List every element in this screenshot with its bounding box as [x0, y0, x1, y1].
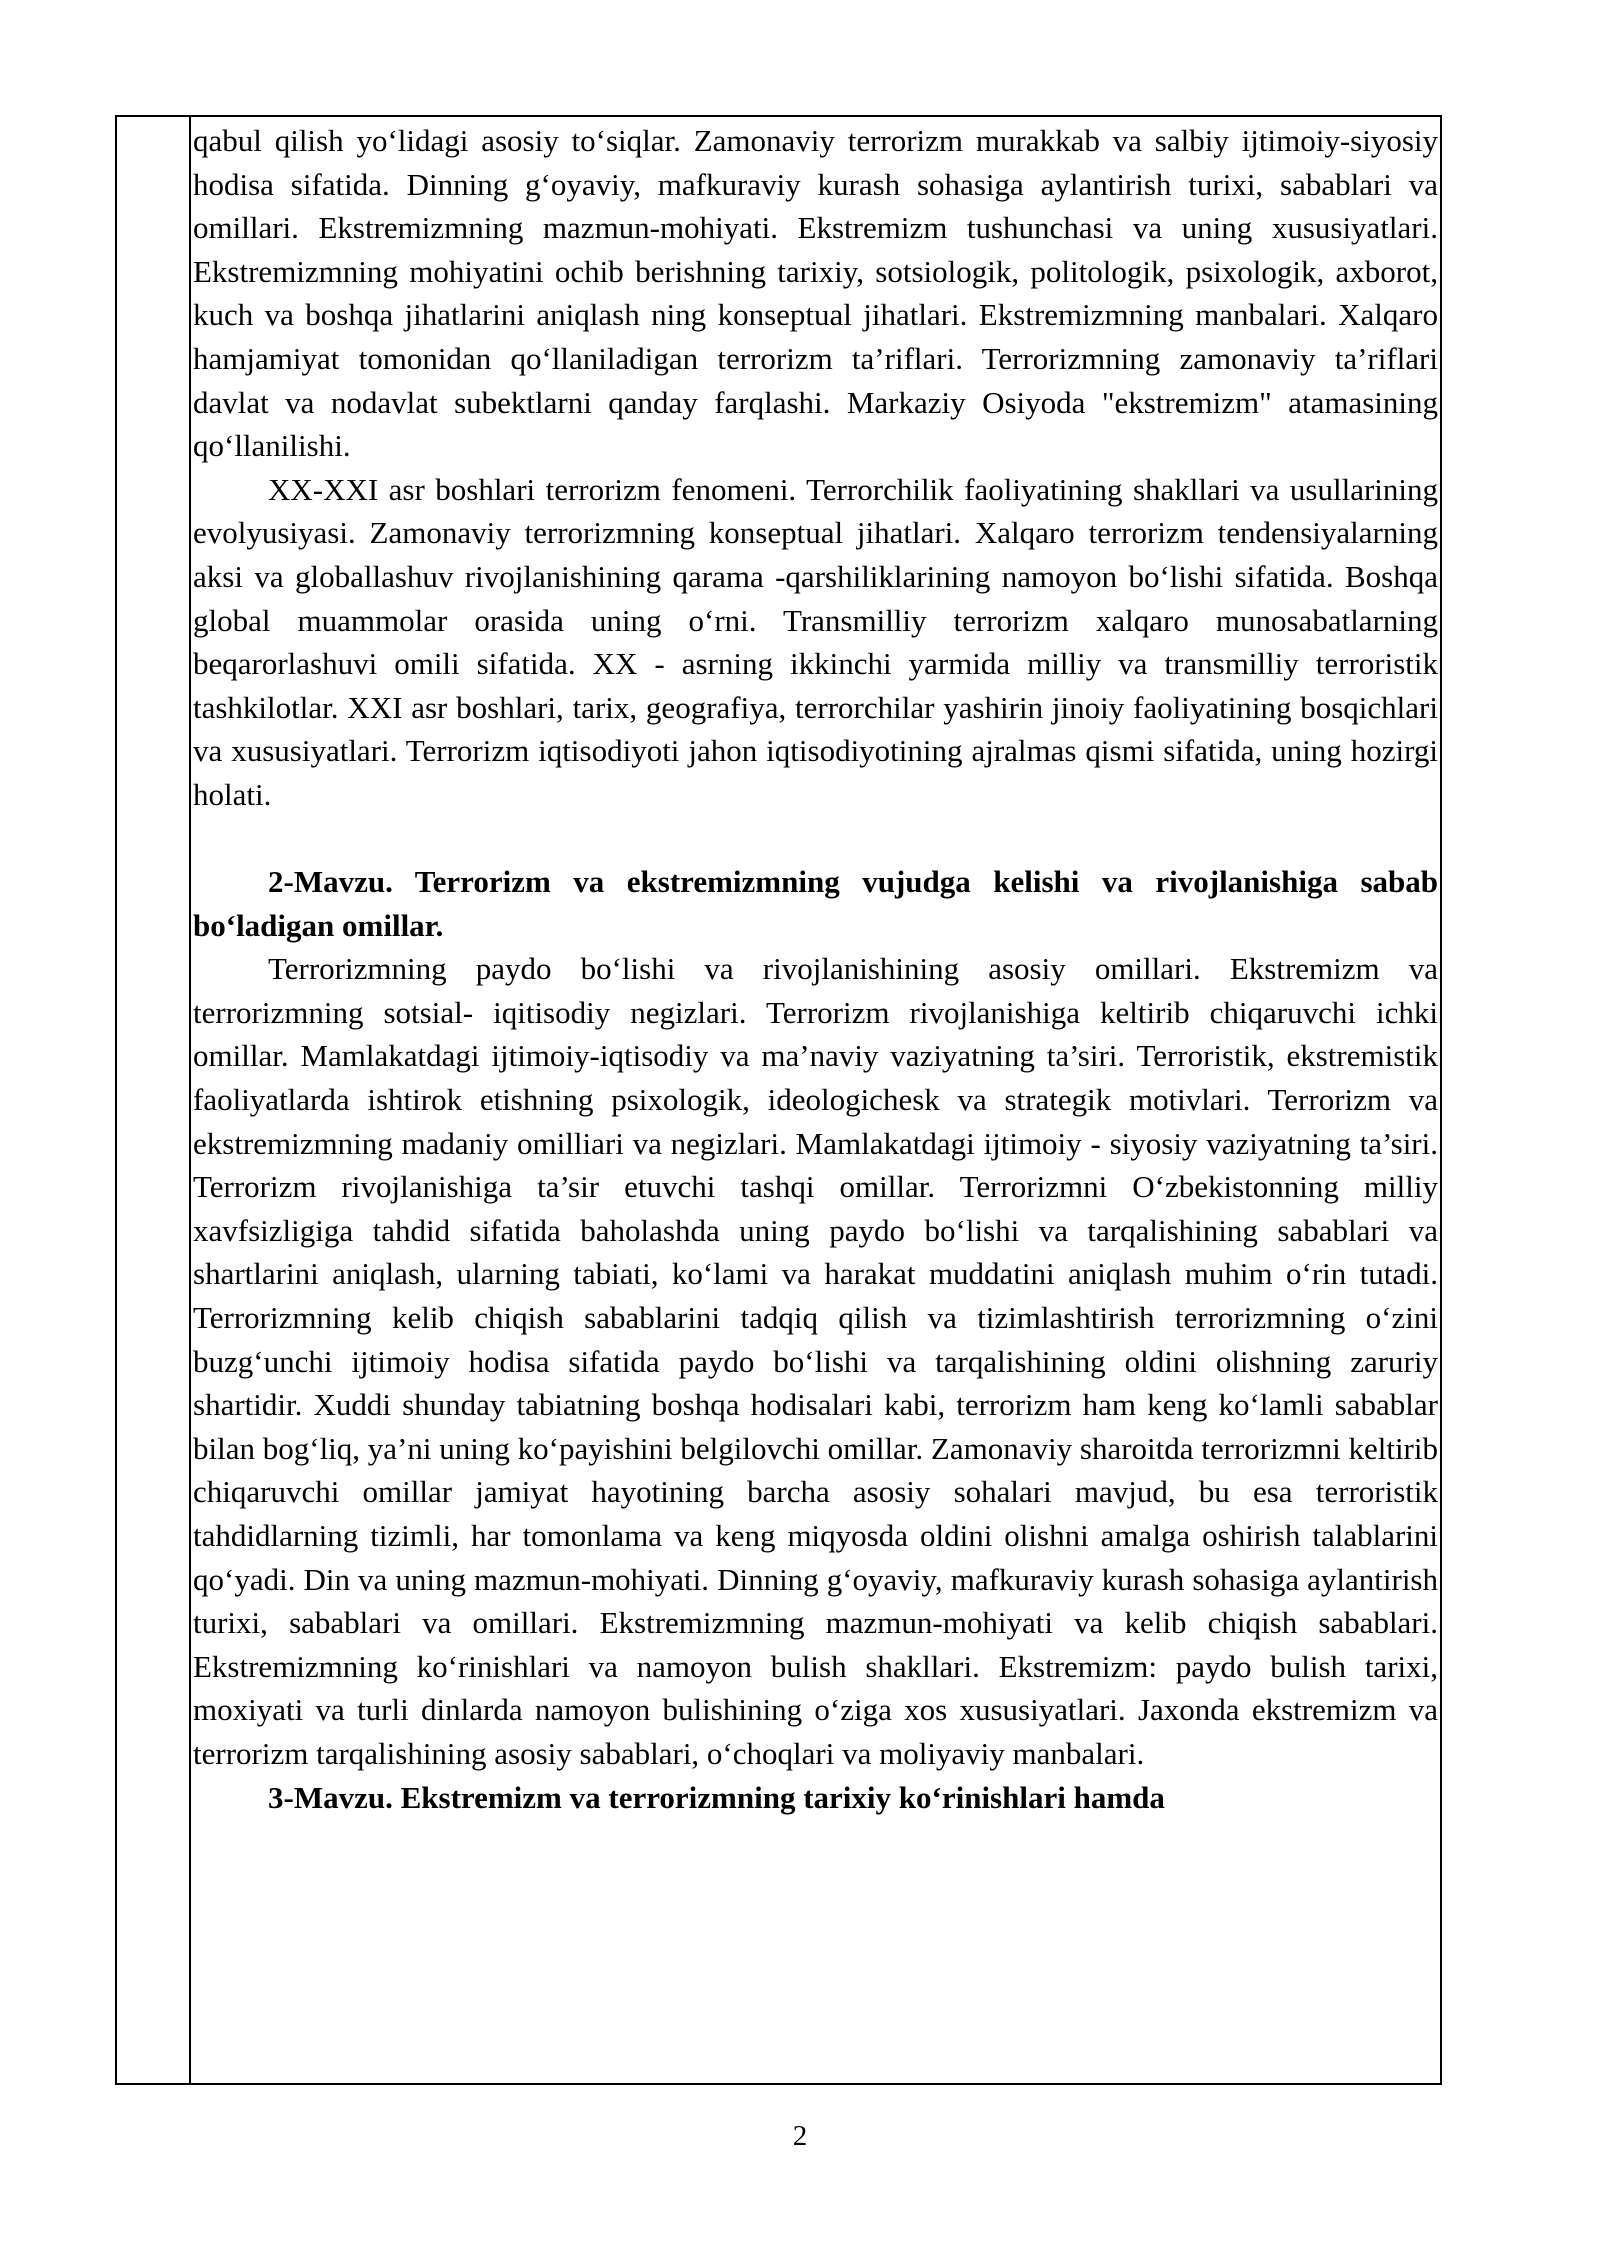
paragraph-1: qabul qilish yo‘lidagi asosiy to‘siqlar. Zamonaviy terrorizm murakkab va salbiy ijtimoiy-siyosiy hodisa sifatida. Dinning g‘oyaviy, mafkuraviy kurash sohasiga aylantirish turixi, sabablari va omillari. Ekstremizmning mazmun-mohiyati. Ekstremizm tushunchasi va uning xususiyatlari. Ekstremizmning mohiyatini ochib berishning tarixiy, sotsiologik, politologik, psixologik, axborot, kuch va boshqa jihatlarini aniqlash ning konseptual jihatlari. Ekstremizmning manbalari. Xalqaro hamjamiyat tomonidan qo‘llaniladigan terrorizm ta’riflari. Terrorizmning zamonaviy ta’riflari davlat va nodavlat subektlarni qanday farqlashi. Markaziy Osiyoda "ekstremizm" atamasining qo‘llanilishi. [193, 123, 1438, 464]
section-heading-2: 2-Mavzu. Terrorizm va ekstremizmning vujudga kelishi va rivojlanishiga sabab bo‘ladigan omillar. [193, 864, 1438, 943]
blank-line [193, 817, 1438, 861]
paragraph-3: Terrorizmning paydo bo‘lishi va rivojlanishining asosiy omillari. Ekstremizm va terrorizmning sotsial- iqitisodiy negizlari. Terrorizm rivojlanishiga keltirib chiqaruvchi ichki omillar. Mamlakatdagi ijtimoiy-iqtisodiy va ma’naviy vaziyatning ta’siri. Terroristik, ekstremistik faoliyatlarda ishtirok etishning psixologik, ideologichesk va strategik motivlari. Terrorizm va ekstremizmning madaniy omilliari va negizlari. Mamlakatdagi ijtimoiy - siyosiy vaziyatning ta’siri. Terrorizm rivojlanishiga ta’sir etuvchi tashqi omillar. Terrorizmni O‘zbekistonning milliy xavfsizligiga tahdid sifatida baholashda uning paydo bo‘lishi va tarqalishining sabablari va shartlarini aniqlash, ularning tabiati, ko‘lami va harakat muddatini aniqlash muhim o‘rin tutadi. Terrorizmning kelib chiqish sabablarini tadqiq qilish va tizimlashtirish terrorizmning o‘zini buzg‘unchi ijtimoiy hodisa sifatida paydo bo‘lishi va tarqalishining oldini olishning zaruriy shartidir. Xuddi shunday tabiatning boshqa hodisalari kabi, terrorizm ham keng ko‘lamli sabablar bilan bog‘liq, ya’ni uning ko‘payishini belgilovchi omillar. Zamonaviy sharoitda terrorizmni keltirib chiqaruvchi omillar jamiyat hayotining barcha asosiy sohalari mavjud, bu esa terroristik tahdidlarning tizimli, har tomonlama va keng miqyosda oldini olishni amalga oshirish talablarini qo‘yadi. Din va uning mazmun-mohiyati. Dinning g‘oyaviy, mafkuraviy kurash sohasiga aylantirish turixi, sabablari va omillari. Ekstremizmning mazmun-mohiyati va kelib chiqish sabablari. Ekstremizmning ko‘rinishlari va namoyon bulish shakllari. Ekstremizm: paydo bulish tarixi, moxiyati va turli dinlarda namoyon bulishining o‘ziga xos xususiyatlari. Jaxonda ekstremizm va terrorizm tarqalishining asosiy sabablari, o‘choqlari va moliyaviy manbalari. [193, 951, 1438, 1771]
content-table [115, 115, 1442, 2085]
table-text-column [191, 117, 1440, 2083]
page-number: 2 [792, 2120, 808, 2152]
paragraph-2: XX-XXI asr boshlari terrorizm fenomeni. Terrorchilik faoliyatining shakllari va usullarining evolyusiyasi. Zamonaviy terrorizmning konseptual jihatlari. Xalqaro terrorizm tendensiyalarning aksi va globallashuv rivojlanishining qarama -qarshiliklarining namoyon bo‘lishi sifatida. Boshqa global muammolar orasida uning o‘rni. Transmilliy terrorizm xalqaro munosabatlarning beqarorlashuvi omili sifatida. XX - asrning ikkinchi yarmida milliy va transmilliy terroristik tashkilotlar. XXI asr boshlari, tarix, geografiya, terrorchilar yashirin jinoiy faoliyatining bosqichlari va xususiyatlari. Terrorizm iqtisodiyoti jahon iqtisodiyotining ajralmas qismi sifatida, uning hozirgi holati. [193, 471, 1438, 812]
section-heading-3: 3-Mavzu. Ekstremizm va terrorizmning tarixiy ko‘rinishlari hamda [268, 1779, 1165, 1815]
table-left-column [117, 117, 191, 2083]
